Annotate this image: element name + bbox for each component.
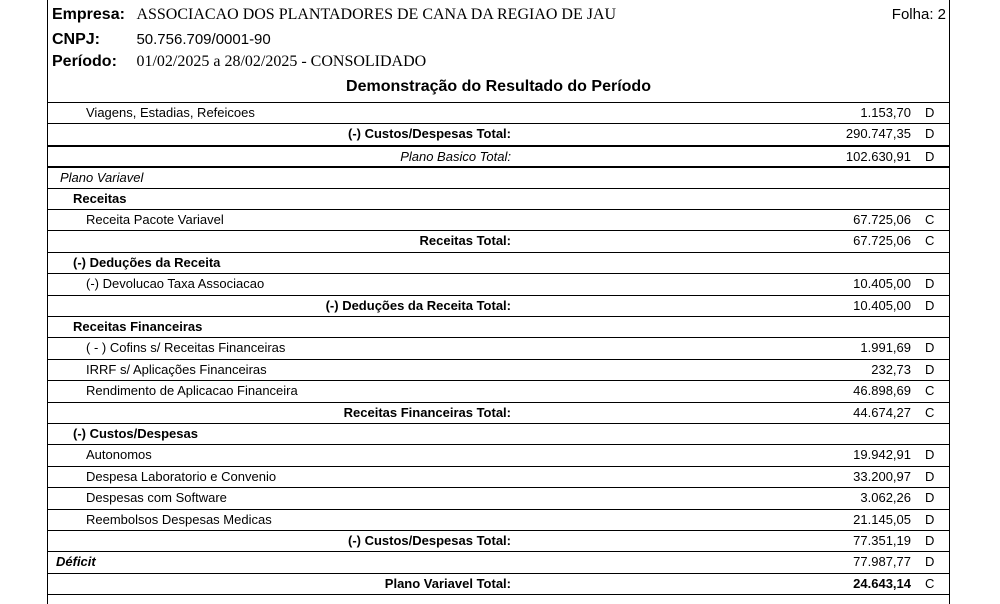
report-row-total-italic: [48, 145, 949, 166]
row-amount: 44.674,27: [853, 404, 911, 420]
report-row-item: [48, 359, 949, 380]
report-row-item: [48, 273, 949, 294]
row-debit-credit: D: [925, 490, 935, 506]
row-description: Despesa Laboratorio e Convenio: [86, 468, 277, 484]
row-description: Reembolsos Despesas Medicas: [86, 511, 272, 527]
cnpj-label: CNPJ:: [52, 31, 101, 48]
row-debit-credit: D: [925, 340, 935, 356]
report-row-item: [48, 509, 949, 530]
folha-label: Folha: 2: [891, 6, 946, 23]
empresa-label: Empresa:: [52, 6, 125, 23]
row-description: Receitas: [73, 190, 127, 206]
empresa-line: [52, 6, 616, 24]
row-debit-credit: D: [925, 554, 935, 570]
row-debit-credit: D: [925, 533, 935, 548]
row-amount: 232,73: [871, 361, 911, 377]
row-description: Autonomos: [86, 447, 152, 463]
report-row-grandtotal: [48, 573, 949, 594]
row-amount: 1.153,70: [860, 105, 911, 120]
row-debit-credit: D: [925, 447, 935, 463]
row-amount: 77.351,19: [853, 533, 911, 548]
report-row-group: [48, 423, 949, 444]
row-description: Receitas Financeiras Total:: [343, 404, 511, 420]
row-debit-credit: D: [925, 105, 935, 120]
row-debit-credit: D: [925, 511, 935, 527]
row-description: (-) Custos/Despesas Total:: [347, 533, 511, 548]
row-amount: 1.991,69: [860, 340, 911, 356]
report-row-item: [48, 466, 949, 487]
row-amount: 24.643,14: [853, 575, 911, 591]
report-row-total: [48, 123, 949, 144]
row-description: (-) Devolucao Taxa Associacao: [86, 276, 265, 292]
row-description: Plano Basico Total:: [400, 148, 511, 164]
row-debit-credit: C: [925, 404, 935, 420]
report-row-item: [48, 337, 949, 358]
row-debit-credit: C: [925, 383, 935, 399]
report-row-group: [48, 316, 949, 337]
row-amount: 10.405,00: [853, 297, 911, 313]
row-amount: 33.200,97: [853, 468, 911, 484]
row-description: (-) Custos/Despesas Total:: [347, 126, 511, 142]
row-debit-credit: C: [925, 233, 935, 249]
row-description: Despesas com Software: [86, 490, 227, 506]
row-description: Viagens, Estadias, Refeicoes: [86, 105, 255, 120]
empresa-value: ASSOCIACAO DOS PLANTADORES DE CANA DA REGIAO DE JAU: [136, 6, 617, 23]
report-row-total: [48, 230, 949, 251]
row-amount: 10.405,00: [853, 276, 911, 292]
report-row-item: [48, 380, 949, 401]
row-description: IRRF s/ Aplicações Financeiras: [86, 361, 267, 377]
report-row-total: [48, 530, 949, 551]
row-description: Receitas Total:: [419, 233, 511, 249]
report-row-group: [48, 188, 949, 209]
row-description: Rendimento de Aplicacao Financeira: [86, 383, 298, 399]
row-amount: 21.145,05: [853, 511, 911, 527]
periodo-line: [52, 53, 426, 71]
row-debit-credit: D: [925, 148, 935, 164]
row-amount: 46.898,69: [853, 383, 911, 399]
report-row-item: [48, 444, 949, 465]
row-description: (-) Deduções da Receita: [73, 254, 221, 270]
report-row-item: [48, 102, 949, 123]
row-description: (-) Deduções da Receita Total:: [325, 297, 511, 313]
report-row-group: [48, 252, 949, 273]
row-debit-credit: C: [925, 575, 935, 591]
row-debit-credit: D: [925, 126, 935, 142]
report-row-item: [48, 209, 949, 230]
periodo-value: 01/02/2025 a 28/02/2025 - CONSOLIDADO: [136, 53, 427, 70]
report-title: Demonstração do Resultado do Período: [346, 78, 651, 95]
row-description: Plano Variavel Total:: [384, 575, 511, 591]
row-description: Déficit: [56, 554, 96, 570]
row-description: Plano Variavel: [60, 170, 144, 186]
periodo-label: Período:: [52, 53, 117, 70]
cnpj-value: 50.756.709/0001-90: [136, 31, 271, 48]
report-row-plan: [48, 166, 949, 187]
row-debit-credit: D: [925, 276, 935, 292]
report-row-total: [48, 402, 949, 423]
report-row-item: [48, 487, 949, 508]
row-description: Receita Pacote Variavel: [86, 212, 224, 227]
row-amount: 19.942,91: [853, 447, 911, 463]
rows-bottom-border: [48, 594, 949, 595]
row-description: (-) Custos/Despesas: [73, 426, 198, 441]
row-description: ( - ) Cofins s/ Receitas Financeiras: [86, 340, 286, 356]
row-description: Receitas Financeiras: [73, 319, 203, 334]
report-row-total: [48, 295, 949, 316]
row-amount: 102.630,91: [845, 148, 911, 164]
row-amount: 77.987,77: [853, 554, 911, 570]
row-debit-credit: D: [925, 361, 935, 377]
row-amount: 3.062,26: [860, 490, 911, 506]
row-debit-credit: C: [925, 212, 935, 227]
row-amount: 67.725,06: [853, 233, 911, 249]
row-debit-credit: D: [925, 297, 935, 313]
row-amount: 290.747,35: [845, 126, 911, 142]
report-row-deficit: [48, 551, 949, 572]
row-debit-credit: D: [925, 468, 935, 484]
cnpj-line: [52, 31, 271, 49]
row-amount: 67.725,06: [853, 212, 911, 227]
